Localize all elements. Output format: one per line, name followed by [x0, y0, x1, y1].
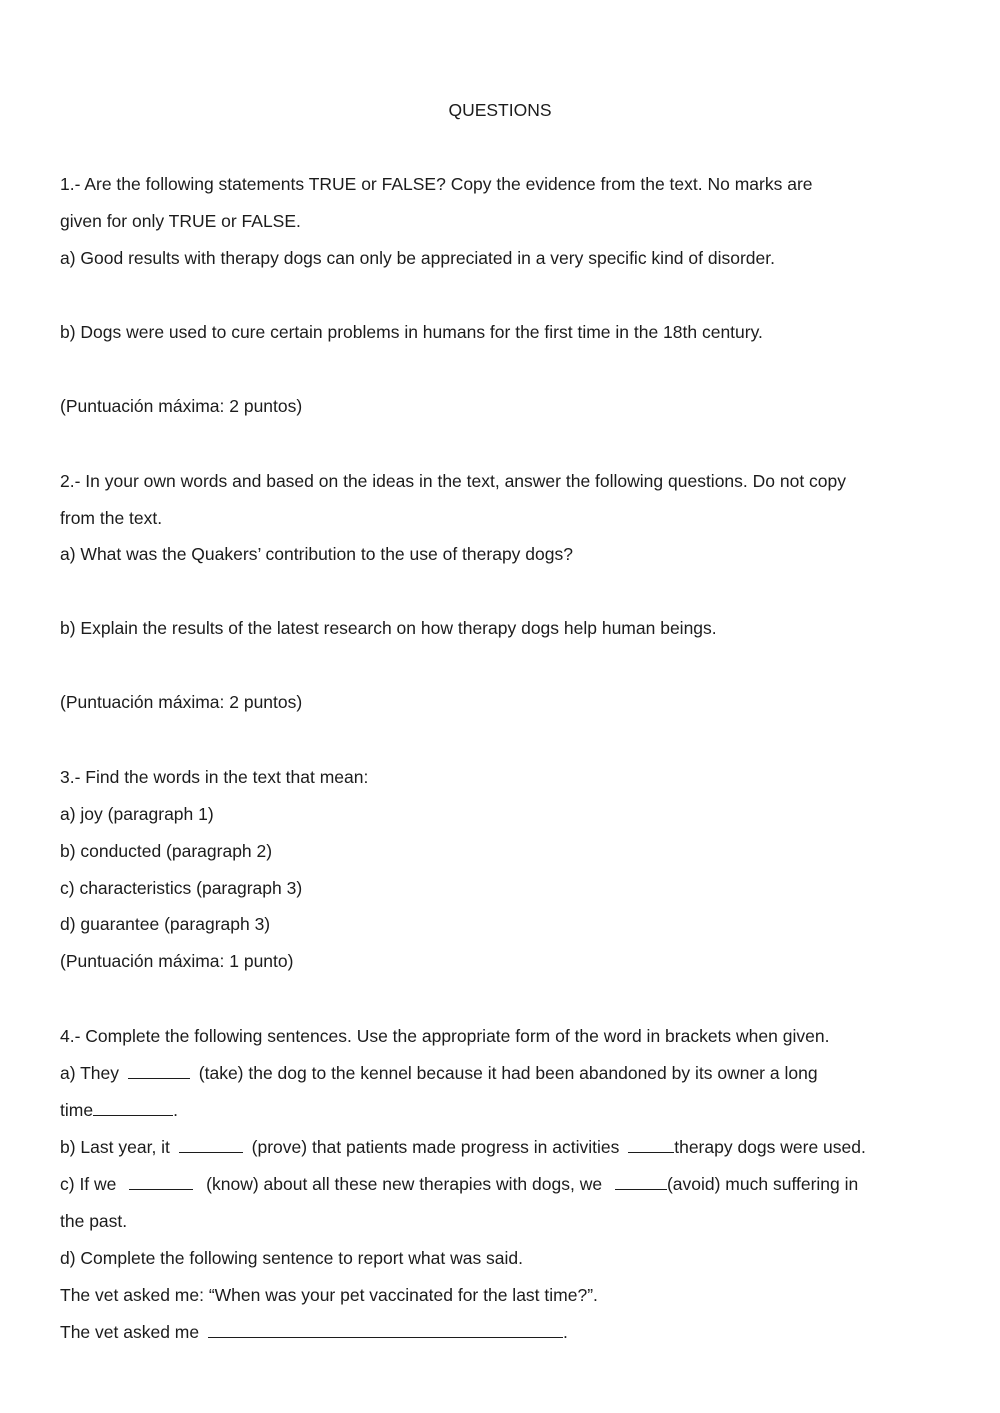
q3-item-d: d) guarantee (paragraph 3): [60, 914, 271, 934]
q4-c-middle: (know) about all these new therapies with dogs, we: [206, 1174, 603, 1194]
q4-sentence-c-line2: the past.: [60, 1211, 128, 1231]
q4-a-line2-suffix: .: [173, 1100, 178, 1120]
q2-question-a: a) What was the Quakers’ contribution to the use of therapy dogs?: [60, 544, 573, 564]
q4-sentence-d: d) Complete the following sentence to report what was said.: [60, 1248, 524, 1268]
q1-instructions-line1: 1.- Are the following statements TRUE or FALSE? Copy the evidence from the text. No marks are: [60, 174, 813, 194]
q4-c-blank-1[interactable]: [129, 1174, 193, 1190]
q3-item-b: b) conducted (paragraph 2): [60, 841, 273, 861]
q3-item-a: a) joy (paragraph 1): [60, 804, 214, 824]
q3-instructions: 3.- Find the words in the text that mean:: [60, 767, 369, 787]
q4-a-blank-2[interactable]: [93, 1100, 173, 1116]
q1-instructions-line2: given for only TRUE or FALSE.: [60, 211, 301, 231]
q4-a-prefix: a) They: [60, 1063, 120, 1083]
q4-sentence-c-line1: [60, 1173, 858, 1195]
q4-c-blank-2[interactable]: [615, 1174, 667, 1190]
q4-b-prefix: b) Last year, it: [60, 1137, 170, 1157]
q4-c-suffix: (avoid) much suffering in: [666, 1174, 859, 1194]
q2-score: (Puntuación máxima: 2 puntos): [60, 692, 303, 712]
q4-report-blank[interactable]: [208, 1322, 563, 1338]
q4-b-middle: (prove) that patients made progress in activities: [251, 1137, 620, 1157]
q4-b-blank-2[interactable]: [628, 1137, 674, 1153]
q4-a-blank-1[interactable]: [128, 1063, 190, 1079]
q4-report-prefix: The vet asked me: [60, 1322, 200, 1342]
q4-b-blank-1[interactable]: [179, 1137, 243, 1153]
q1-statement-b: b) Dogs were used to cure certain problems in humans for the first time in the 18th century.: [60, 322, 763, 342]
q2-instructions-line2: from the text.: [60, 508, 163, 528]
q4-instructions: 4.- Complete the following sentences. Use the appropriate form of the word in brackets when given.: [60, 1026, 830, 1046]
q4-sentence-a-line2: [60, 1099, 178, 1121]
q4-c-prefix: c) If we: [60, 1174, 117, 1194]
q4-reported-speech-line: [60, 1321, 568, 1343]
q2-question-b: b) Explain the results of the latest research on how therapy dogs help human beings.: [60, 618, 717, 638]
page-title: QUESTIONS: [448, 100, 552, 120]
q4-sentence-a-line1: [60, 1062, 818, 1084]
q4-a-line2-prefix: time: [60, 1100, 94, 1120]
q4-report-suffix: .: [562, 1322, 568, 1342]
q1-statement-a: a) Good results with therapy dogs can only be appreciated in a very specific kind of disorder.: [60, 248, 775, 268]
q1-score: (Puntuación máxima: 2 puntos): [60, 396, 303, 416]
q4-sentence-b: [60, 1136, 866, 1158]
q4-direct-speech: The vet asked me: “When was your pet vaccinated for the last time?”.: [60, 1285, 598, 1305]
q4-b-suffix: therapy dogs were used.: [674, 1137, 866, 1157]
q3-item-c: c) characteristics (paragraph 3): [60, 878, 303, 898]
q2-instructions-line1: 2.- In your own words and based on the ideas in the text, answer the following questions. Do not copy: [60, 471, 847, 491]
q4-a-suffix: (take) the dog to the kennel because it had been abandoned by its owner a long: [198, 1063, 818, 1083]
q3-score: (Puntuación máxima: 1 punto): [60, 951, 294, 971]
